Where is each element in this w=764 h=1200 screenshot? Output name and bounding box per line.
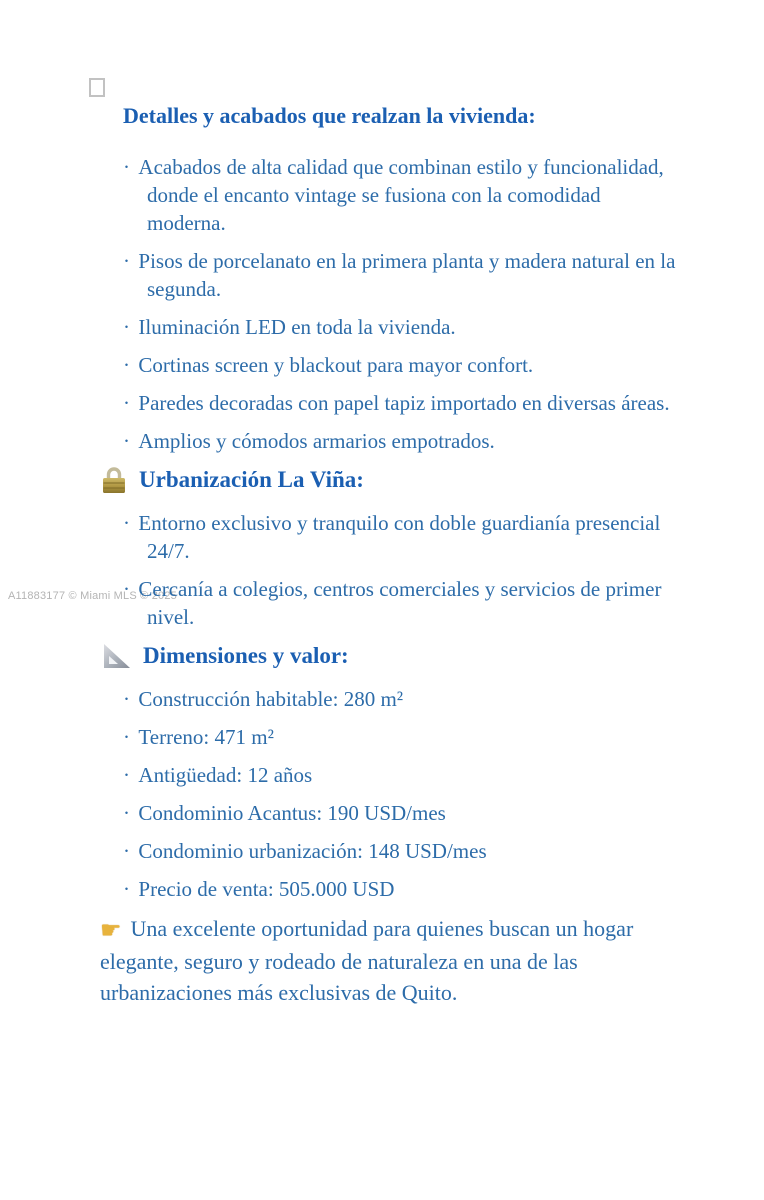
- list-item: · Cortinas screen y blackout para mayor confort.: [100, 351, 684, 379]
- section-title-text: Dimensiones y valor:: [143, 643, 349, 668]
- list-item: · Condominio Acantus: 190 USD/mes: [100, 799, 684, 827]
- lock-icon: [100, 465, 128, 495]
- list-item: · Cercanía a colegios, centros comerciales y servicios de primer nivel.: [100, 575, 684, 631]
- triangular-ruler-icon: [100, 642, 132, 670]
- closing-paragraph: [100, 913, 684, 1008]
- detalles-list: [100, 153, 684, 455]
- closing-text: Una excelente oportunidad para quienes buscan un hogar elegante, seguro y rodeado de naturaleza en una de las urbanizaciones más exclusivas de Quito.: [100, 916, 634, 1005]
- pointing-right-hand-icon: ☛: [100, 916, 122, 944]
- list-item: · Terreno: 471 m²: [100, 723, 684, 751]
- section-heading-urbanizacion: [100, 465, 684, 495]
- list-item: · Amplios y cómodos armarios empotrados.: [100, 427, 684, 455]
- list-item: · Antigüedad: 12 años: [100, 761, 684, 789]
- list-item: · Pisos de porcelanato en la primera planta y madera natural en la segunda.: [100, 247, 684, 303]
- list-item: · Acabados de alta calidad que combinan estilo y funcionalidad, donde el encanto vintage se fusiona con la comodidad moderna.: [100, 153, 684, 237]
- mls-watermark: A11883177 © Miami MLS © 2025: [8, 590, 177, 602]
- list-item: · Construcción habitable: 280 m²: [100, 685, 684, 713]
- section-heading-dimensiones: [100, 641, 684, 671]
- list-item: · Entorno exclusivo y tranquilo con doble guardianía presencial 24/7.: [100, 509, 684, 565]
- list-item: · Condominio urbanización: 148 USD/mes: [100, 837, 684, 865]
- section-title-text: Urbanización La Viña:: [139, 467, 364, 492]
- urbanizacion-list: [100, 509, 684, 631]
- section-title-detalles: Detalles y acabados que realzan la vivienda:: [123, 103, 536, 128]
- dimensiones-list: [100, 685, 684, 903]
- description-content: [100, 0, 684, 1008]
- list-item: · Precio de venta: 505.000 USD: [100, 875, 684, 903]
- list-item: · Paredes decoradas con papel tapiz importado en diversas áreas.: [100, 389, 684, 417]
- list-item: · Iluminación LED en toda la vivienda.: [100, 313, 684, 341]
